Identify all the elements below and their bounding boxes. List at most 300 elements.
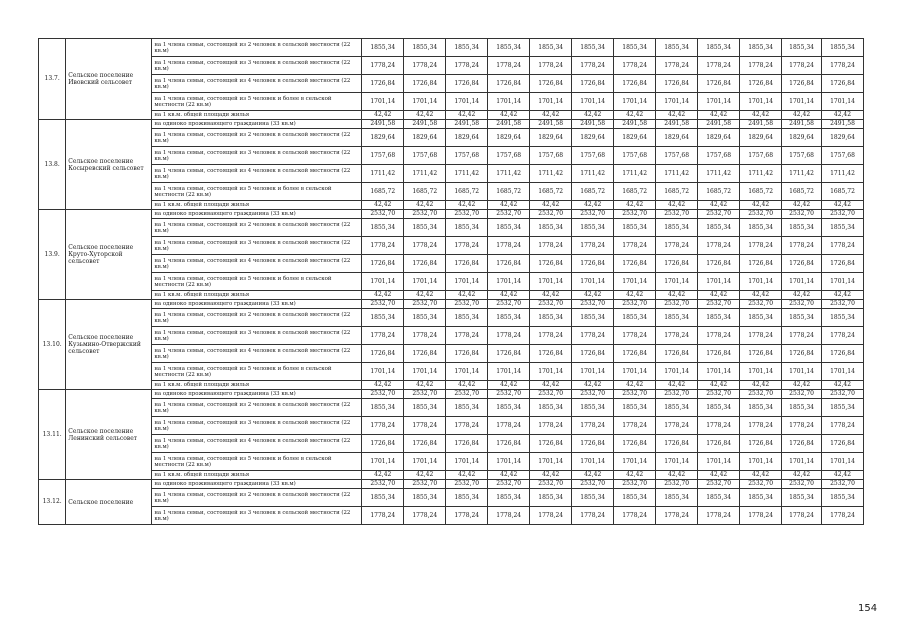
rate-value: 1685,72 <box>656 183 698 201</box>
rate-value: 1855,34 <box>488 399 530 417</box>
rate-value: 1778,24 <box>821 417 863 435</box>
rate-value: 1778,24 <box>572 57 614 75</box>
rate-value: 1701,14 <box>572 363 614 381</box>
rate-value: 42,42 <box>698 381 740 390</box>
row-code: 13.12. <box>39 480 66 525</box>
rate-value: 1701,14 <box>530 273 572 291</box>
rate-value: 1701,14 <box>821 363 863 381</box>
rate-value: 1701,14 <box>488 273 530 291</box>
rate-value: 1685,72 <box>446 183 488 201</box>
rate-value: 1855,34 <box>740 489 782 507</box>
rate-value: 1855,34 <box>530 489 572 507</box>
rate-value: 1778,24 <box>530 417 572 435</box>
rate-value: 1701,14 <box>698 273 740 291</box>
rate-value: 1701,14 <box>740 273 782 291</box>
rate-value: 1726,84 <box>362 435 404 453</box>
rate-value: 1778,24 <box>404 327 446 345</box>
rate-value: 42,42 <box>698 471 740 480</box>
rate-description: на 1 члена семьи, состоящей из 3 человек в сельской местности (22 кв.м) <box>152 417 362 435</box>
rate-value: 1685,72 <box>614 183 656 201</box>
table-row <box>39 381 864 390</box>
rate-value: 1701,14 <box>740 363 782 381</box>
rate-value: 1855,34 <box>656 219 698 237</box>
rate-value: 2532,70 <box>614 300 656 309</box>
rate-value: 42,42 <box>572 381 614 390</box>
rate-value: 1778,24 <box>614 327 656 345</box>
document-page <box>38 38 864 525</box>
rate-value: 2532,70 <box>656 300 698 309</box>
rate-value: 1778,24 <box>362 57 404 75</box>
rate-value: 1726,84 <box>530 435 572 453</box>
rate-value: 1711,42 <box>530 165 572 183</box>
rate-value: 2532,70 <box>821 390 863 399</box>
rate-value: 2532,70 <box>821 480 863 489</box>
rate-value: 1778,24 <box>821 507 863 525</box>
rate-value: 1778,24 <box>572 417 614 435</box>
table-row <box>39 345 864 363</box>
rate-value: 1829,64 <box>488 129 530 147</box>
rate-value: 2532,70 <box>656 480 698 489</box>
rate-value: 1778,24 <box>614 57 656 75</box>
rate-value: 2491,58 <box>821 120 863 129</box>
rate-value: 2532,70 <box>530 480 572 489</box>
rate-value: 1778,24 <box>740 417 782 435</box>
rate-value: 42,42 <box>362 111 404 120</box>
rate-value: 1778,24 <box>740 507 782 525</box>
rate-value: 1855,34 <box>614 219 656 237</box>
rate-value: 2532,70 <box>782 300 822 309</box>
rate-value: 1778,24 <box>821 237 863 255</box>
rate-value: 1829,64 <box>821 129 863 147</box>
rate-value: 1855,34 <box>362 219 404 237</box>
rate-value: 42,42 <box>572 471 614 480</box>
rate-value: 42,42 <box>446 291 488 300</box>
rate-value: 1701,14 <box>446 273 488 291</box>
rate-value: 2532,70 <box>362 210 404 219</box>
rate-value: 2532,70 <box>572 300 614 309</box>
rate-description: на 1 кв.м. общей площади жилья <box>152 381 362 390</box>
settlement-name: Сельское поселение Косыревский сельсовет <box>66 120 152 210</box>
rate-value: 42,42 <box>488 381 530 390</box>
rate-description: на 1 члена семьи, состоящей из 4 человек в сельской местности (22 кв.м) <box>152 75 362 93</box>
rate-value: 1855,34 <box>446 219 488 237</box>
rate-value: 1778,24 <box>656 57 698 75</box>
rate-value: 1778,24 <box>362 327 404 345</box>
rate-value: 2491,58 <box>404 120 446 129</box>
rate-value: 2532,70 <box>614 480 656 489</box>
rate-value: 1778,24 <box>488 327 530 345</box>
rate-value: 1726,84 <box>614 435 656 453</box>
rate-value: 1829,64 <box>698 129 740 147</box>
rate-value: 1855,34 <box>821 219 863 237</box>
rate-value: 1685,72 <box>821 183 863 201</box>
rate-value: 1855,34 <box>362 489 404 507</box>
rate-value: 1855,34 <box>488 309 530 327</box>
rate-value: 42,42 <box>404 201 446 210</box>
rate-value: 1726,84 <box>488 435 530 453</box>
rate-description: на 1 кв.м. общей площади жилья <box>152 201 362 210</box>
rate-value: 2532,70 <box>488 300 530 309</box>
rate-value: 1855,34 <box>530 399 572 417</box>
rate-value: 1711,42 <box>446 165 488 183</box>
rate-value: 1778,24 <box>656 417 698 435</box>
rate-value: 1855,34 <box>530 39 572 57</box>
rate-value: 1726,84 <box>698 255 740 273</box>
rate-description: на 1 члена семьи, состоящей из 3 человек в сельской местности (22 кв.м) <box>152 507 362 525</box>
rate-value: 1726,84 <box>698 435 740 453</box>
rate-value: 1778,24 <box>614 237 656 255</box>
rate-value: 2532,70 <box>488 390 530 399</box>
rate-value: 42,42 <box>530 381 572 390</box>
rate-value: 1855,34 <box>698 309 740 327</box>
table-row <box>39 471 864 480</box>
rate-value: 42,42 <box>740 291 782 300</box>
rate-value: 1701,14 <box>572 93 614 111</box>
rate-value: 42,42 <box>821 111 863 120</box>
table-row <box>39 390 864 399</box>
rate-value: 42,42 <box>404 381 446 390</box>
rate-value: 1778,24 <box>740 327 782 345</box>
rate-value: 1726,84 <box>530 345 572 363</box>
table-row <box>39 327 864 345</box>
rate-value: 1829,64 <box>656 129 698 147</box>
rate-value: 1757,68 <box>698 147 740 165</box>
rate-value: 1855,34 <box>404 399 446 417</box>
table-row <box>39 291 864 300</box>
rate-value: 42,42 <box>362 201 404 210</box>
rate-value: 1701,14 <box>821 453 863 471</box>
rate-value: 2532,70 <box>740 210 782 219</box>
rate-value: 1855,34 <box>572 399 614 417</box>
rate-value: 1778,24 <box>488 237 530 255</box>
rate-value: 1726,84 <box>446 75 488 93</box>
rate-value: 1855,34 <box>656 309 698 327</box>
rate-value: 1701,14 <box>614 453 656 471</box>
rate-value: 1855,34 <box>446 399 488 417</box>
rate-value: 2532,70 <box>446 300 488 309</box>
housing-cost-table <box>38 38 864 525</box>
table-row <box>39 183 864 201</box>
rate-value: 1855,34 <box>782 219 822 237</box>
rate-value: 1711,42 <box>656 165 698 183</box>
rate-value: 1855,34 <box>530 219 572 237</box>
rate-description: на 1 члена семьи, состоящей из 2 человек в сельской местности (22 кв.м) <box>152 39 362 57</box>
rate-value: 1711,42 <box>488 165 530 183</box>
rate-value: 1726,84 <box>362 345 404 363</box>
rate-value: 1778,24 <box>530 57 572 75</box>
rate-value: 1701,14 <box>698 363 740 381</box>
rate-value: 2532,70 <box>446 480 488 489</box>
rate-description: на одиноко проживающего гражданина (33 кв.м) <box>152 390 362 399</box>
rate-value: 42,42 <box>821 471 863 480</box>
rate-value: 2532,70 <box>821 300 863 309</box>
rate-value: 42,42 <box>362 471 404 480</box>
rate-value: 1726,84 <box>614 255 656 273</box>
rate-value: 2532,70 <box>740 390 782 399</box>
rate-value: 42,42 <box>821 291 863 300</box>
rate-description: на 1 члена семьи, состоящей из 3 человек в сельской местности (22 кв.м) <box>152 57 362 75</box>
table-row <box>39 435 864 453</box>
rate-value: 1726,84 <box>572 435 614 453</box>
rate-value: 2532,70 <box>614 390 656 399</box>
rate-value: 42,42 <box>446 111 488 120</box>
rate-value: 1855,34 <box>572 39 614 57</box>
table-row <box>39 75 864 93</box>
rate-value: 2532,70 <box>656 210 698 219</box>
rate-value: 1778,24 <box>782 57 822 75</box>
rate-value: 1757,68 <box>404 147 446 165</box>
rate-value: 1778,24 <box>362 507 404 525</box>
rate-description: на 1 члена семьи, состоящей из 3 человек в сельской местности (22 кв.м) <box>152 237 362 255</box>
table-row <box>39 93 864 111</box>
rate-value: 2491,58 <box>446 120 488 129</box>
rate-value: 1757,68 <box>740 147 782 165</box>
rate-value: 1701,14 <box>488 93 530 111</box>
table-row <box>39 57 864 75</box>
rate-value: 1855,34 <box>698 219 740 237</box>
rate-value: 42,42 <box>656 471 698 480</box>
rate-value: 1701,14 <box>488 453 530 471</box>
rate-value: 1855,34 <box>362 39 404 57</box>
rate-description: на 1 члена семьи, состоящей из 5 человек и более в сельской местности (22 кв.м) <box>152 273 362 291</box>
rate-value: 42,42 <box>614 291 656 300</box>
rate-value: 1701,14 <box>446 93 488 111</box>
rate-value: 1726,84 <box>782 435 822 453</box>
rate-value: 42,42 <box>698 291 740 300</box>
rate-value: 1701,14 <box>656 453 698 471</box>
rate-value: 2532,70 <box>782 210 822 219</box>
rate-value: 42,42 <box>572 291 614 300</box>
rate-description: на 1 члена семьи, состоящей из 2 человек в сельской местности (22 кв.м) <box>152 489 362 507</box>
rate-description: на 1 члена семьи, состоящей из 2 человек в сельской местности (22 кв.м) <box>152 399 362 417</box>
rate-value: 1711,42 <box>404 165 446 183</box>
rate-value: 2491,58 <box>530 120 572 129</box>
rate-value: 1778,24 <box>404 417 446 435</box>
rate-value: 2491,58 <box>488 120 530 129</box>
rate-value: 42,42 <box>530 471 572 480</box>
table-row <box>39 237 864 255</box>
rate-value: 1726,84 <box>740 255 782 273</box>
rate-value: 42,42 <box>821 201 863 210</box>
rate-description: на 1 члена семьи, состоящей из 2 человек в сельской местности (22 кв.м) <box>152 309 362 327</box>
rate-value: 1685,72 <box>404 183 446 201</box>
rate-value: 1778,24 <box>656 327 698 345</box>
settlement-name: Сельское поселение Ивовский сельсовет <box>66 39 152 120</box>
rate-value: 2532,70 <box>362 300 404 309</box>
rate-value: 1726,84 <box>740 435 782 453</box>
rate-description: на 1 члена семьи, состоящей из 4 человек в сельской местности (22 кв.м) <box>152 345 362 363</box>
rate-value: 1778,24 <box>362 417 404 435</box>
rate-value: 1778,24 <box>530 507 572 525</box>
rate-value: 42,42 <box>446 201 488 210</box>
rate-value: 42,42 <box>782 291 822 300</box>
rate-value: 1778,24 <box>698 327 740 345</box>
rate-value: 1726,84 <box>446 345 488 363</box>
rate-value: 42,42 <box>572 111 614 120</box>
rate-value: 1701,14 <box>404 273 446 291</box>
rate-value: 1778,24 <box>404 507 446 525</box>
table-row <box>39 111 864 120</box>
rate-value: 1778,24 <box>446 507 488 525</box>
rate-value: 1778,24 <box>446 237 488 255</box>
rate-value: 2491,58 <box>362 120 404 129</box>
rate-value: 42,42 <box>488 201 530 210</box>
rate-description: на 1 кв.м. общей площади жилья <box>152 471 362 480</box>
rate-value: 1701,14 <box>698 453 740 471</box>
rate-value: 1829,64 <box>572 129 614 147</box>
rate-value: 2532,70 <box>362 390 404 399</box>
rate-value: 1855,34 <box>614 399 656 417</box>
rate-value: 1855,34 <box>404 219 446 237</box>
rate-value: 1855,34 <box>446 489 488 507</box>
rate-value: 1726,84 <box>530 75 572 93</box>
rate-value: 1701,14 <box>404 363 446 381</box>
rate-value: 1855,34 <box>404 309 446 327</box>
rate-value: 1726,84 <box>362 75 404 93</box>
rate-value: 2532,70 <box>488 480 530 489</box>
rate-value: 1726,84 <box>572 345 614 363</box>
rate-description: на 1 члена семьи, состоящей из 5 человек и более в сельской местности (22 кв.м) <box>152 363 362 381</box>
table-row <box>39 120 864 129</box>
settlement-name: Сельское поселение Ленинский сельсовет <box>66 390 152 480</box>
rate-value: 1711,42 <box>821 165 863 183</box>
table-row <box>39 399 864 417</box>
rate-value: 42,42 <box>740 111 782 120</box>
rate-value: 1726,84 <box>782 255 822 273</box>
rate-value: 42,42 <box>782 111 822 120</box>
rate-value: 42,42 <box>362 291 404 300</box>
rate-value: 42,42 <box>698 201 740 210</box>
rate-value: 1726,84 <box>698 345 740 363</box>
rate-value: 1778,24 <box>530 327 572 345</box>
page-number: 154 <box>858 603 878 614</box>
rate-value: 1701,14 <box>530 363 572 381</box>
rate-value: 1778,24 <box>740 237 782 255</box>
rate-value: 1855,34 <box>782 489 822 507</box>
rate-description: на одиноко проживающего гражданина (33 кв.м) <box>152 120 362 129</box>
table-row <box>39 309 864 327</box>
table-row <box>39 453 864 471</box>
rate-value: 1726,84 <box>404 255 446 273</box>
row-code: 13.8. <box>39 120 66 210</box>
rate-value: 1855,34 <box>614 39 656 57</box>
rate-value: 2491,58 <box>782 120 822 129</box>
rate-value: 2532,70 <box>698 390 740 399</box>
rate-value: 1778,24 <box>488 57 530 75</box>
rate-value: 42,42 <box>404 291 446 300</box>
rate-value: 2491,58 <box>698 120 740 129</box>
rate-value: 1726,84 <box>740 345 782 363</box>
rate-value: 2532,70 <box>530 390 572 399</box>
rate-value: 1778,24 <box>698 507 740 525</box>
rate-value: 2491,58 <box>572 120 614 129</box>
row-code: 13.10. <box>39 300 66 390</box>
rate-description: на 1 члена семьи, состоящей из 5 человек и более в сельской местности (22 кв.м) <box>152 93 362 111</box>
rate-value: 1726,84 <box>821 75 863 93</box>
rate-value: 42,42 <box>698 111 740 120</box>
rate-value: 2532,70 <box>614 210 656 219</box>
rate-value: 1855,34 <box>782 399 822 417</box>
rate-value: 1829,64 <box>614 129 656 147</box>
rate-value: 42,42 <box>530 111 572 120</box>
rate-value: 1701,14 <box>614 273 656 291</box>
rate-value: 1701,14 <box>488 363 530 381</box>
rate-value: 1855,34 <box>821 489 863 507</box>
rate-value: 1855,34 <box>572 489 614 507</box>
rate-value: 1726,84 <box>488 345 530 363</box>
rate-value: 42,42 <box>821 381 863 390</box>
rate-value: 2532,70 <box>740 480 782 489</box>
rate-value: 42,42 <box>740 381 782 390</box>
rate-value: 1855,34 <box>404 489 446 507</box>
rate-value: 1726,84 <box>488 75 530 93</box>
rate-value: 2491,58 <box>656 120 698 129</box>
rate-value: 1778,24 <box>446 57 488 75</box>
rate-value: 42,42 <box>782 471 822 480</box>
table-row <box>39 480 864 489</box>
rate-value: 1685,72 <box>362 183 404 201</box>
table-row <box>39 39 864 57</box>
rate-value: 1778,24 <box>614 417 656 435</box>
table-row <box>39 129 864 147</box>
table-row <box>39 219 864 237</box>
rate-value: 1711,42 <box>740 165 782 183</box>
rate-description: на 1 члена семьи, состоящей из 3 человек в сельской местности (22 кв.м) <box>152 327 362 345</box>
rate-value: 2491,58 <box>614 120 656 129</box>
rate-value: 2532,70 <box>530 210 572 219</box>
rate-value: 2532,70 <box>572 480 614 489</box>
rate-value: 2532,70 <box>362 480 404 489</box>
rate-value: 1778,24 <box>698 57 740 75</box>
rate-value: 1711,42 <box>614 165 656 183</box>
rate-value: 1701,14 <box>530 93 572 111</box>
rate-value: 1855,34 <box>740 39 782 57</box>
rate-value: 1855,34 <box>740 399 782 417</box>
rate-value: 1711,42 <box>362 165 404 183</box>
rate-value: 1778,24 <box>572 507 614 525</box>
rate-value: 1855,34 <box>821 309 863 327</box>
rate-value: 1685,72 <box>782 183 822 201</box>
rate-value: 1701,14 <box>362 273 404 291</box>
rate-value: 42,42 <box>614 381 656 390</box>
rate-value: 1778,24 <box>614 507 656 525</box>
table-row <box>39 273 864 291</box>
rate-value: 2532,70 <box>698 210 740 219</box>
rate-value: 1701,14 <box>782 363 822 381</box>
table-row <box>39 300 864 309</box>
rate-value: 42,42 <box>404 111 446 120</box>
rate-value: 1855,34 <box>740 219 782 237</box>
rate-value: 1778,24 <box>656 507 698 525</box>
rate-value: 2532,70 <box>446 390 488 399</box>
rate-value: 1778,24 <box>782 237 822 255</box>
rate-value: 1701,14 <box>821 273 863 291</box>
rate-value: 1726,84 <box>446 435 488 453</box>
rate-value: 1701,14 <box>740 93 782 111</box>
rate-value: 1757,68 <box>530 147 572 165</box>
settlement-name: Сельское поселение Кузьмино-Отвержский сельсовет <box>66 300 152 390</box>
rate-value: 1778,24 <box>404 237 446 255</box>
rate-description: на 1 члена семьи, состоящей из 4 человек в сельской местности (22 кв.м) <box>152 165 362 183</box>
rate-value: 42,42 <box>404 471 446 480</box>
rate-value: 1726,84 <box>821 435 863 453</box>
rate-value: 42,42 <box>362 381 404 390</box>
rate-value: 42,42 <box>614 111 656 120</box>
rate-value: 1701,14 <box>572 453 614 471</box>
rate-value: 1685,72 <box>530 183 572 201</box>
rate-value: 1855,34 <box>821 39 863 57</box>
rate-value: 1726,84 <box>740 75 782 93</box>
